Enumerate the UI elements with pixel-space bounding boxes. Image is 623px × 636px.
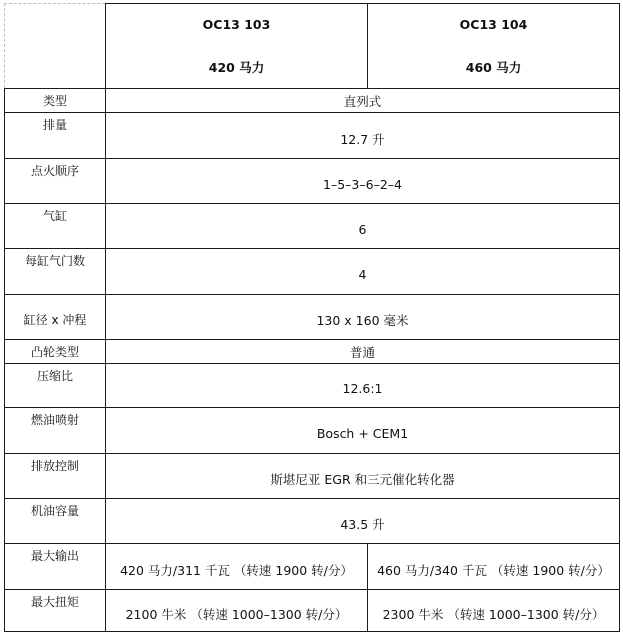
row-value: 直列式 — [106, 89, 620, 113]
row-value: 普通 — [106, 340, 620, 364]
table-row — [5, 499, 620, 544]
model-header-oc13-104 — [368, 4, 620, 89]
row-value: 130 x 160 毫米 — [106, 295, 620, 340]
header-row — [5, 4, 620, 89]
row-label: 点火顺序 — [5, 159, 106, 204]
row-label: 凸轮类型 — [5, 340, 106, 364]
table-row — [5, 204, 620, 249]
engine-spec-table — [4, 3, 620, 632]
row-label: 气缸 — [5, 204, 106, 249]
row-value-oc13-104: 2300 牛米 （转速 1000–1300 转/分） — [368, 590, 620, 632]
row-value: 43.5 升 — [106, 499, 620, 544]
row-value: 4 — [106, 249, 620, 295]
row-label: 最大输出 — [5, 544, 106, 590]
model-name: OC13 104 — [459, 16, 528, 32]
row-label: 压缩比 — [5, 364, 106, 408]
table-row — [5, 249, 620, 295]
row-value-oc13-103: 2100 牛米 （转速 1000–1300 转/分） — [106, 590, 368, 632]
row-label: 燃油喷射 — [5, 408, 106, 454]
row-value: 1–5–3–6–2–4 — [106, 159, 620, 204]
row-value: 12.6:1 — [106, 364, 620, 408]
row-value: 斯堪尼亚 EGR 和三元催化转化器 — [106, 454, 620, 499]
table-row — [5, 89, 620, 113]
table-row — [5, 544, 620, 590]
row-label: 最大扭矩 — [5, 590, 106, 632]
row-label: 机油容量 — [5, 499, 106, 544]
model-power: 420 马力 — [208, 59, 265, 75]
row-label: 类型 — [5, 89, 106, 113]
table-row — [5, 295, 620, 340]
row-value-oc13-103: 420 马力/311 千瓦 （转速 1900 转/分） — [106, 544, 368, 590]
table-row — [5, 113, 620, 159]
row-label: 每缸气门数 — [5, 249, 106, 295]
table-row — [5, 408, 620, 454]
row-value: Bosch + CEM1 — [106, 408, 620, 454]
row-value: 12.7 升 — [106, 113, 620, 159]
model-power: 460 马力 — [465, 59, 522, 75]
row-label: 排量 — [5, 113, 106, 159]
row-value-oc13-104: 460 马力/340 千瓦 （转速 1900 转/分） — [368, 544, 620, 590]
row-label: 排放控制 — [5, 454, 106, 499]
table-row — [5, 590, 620, 632]
table-row — [5, 159, 620, 204]
row-value: 6 — [106, 204, 620, 249]
table-row — [5, 340, 620, 364]
model-header-oc13-103 — [106, 4, 368, 89]
table-row — [5, 454, 620, 499]
model-name: OC13 103 — [202, 16, 271, 32]
row-label: 缸径 x 冲程 — [5, 295, 106, 340]
empty-corner-cell — [5, 4, 106, 89]
table-row — [5, 364, 620, 408]
